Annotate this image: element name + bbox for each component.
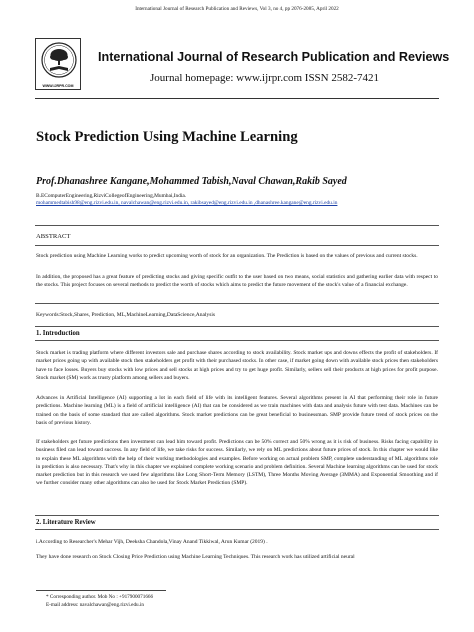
lit-top-rule [35, 515, 439, 516]
abstract-bottom-rule [35, 303, 439, 304]
running-head: International Journal of Research Publication and Reviews, Vol 3, no 4, pp 2076-2085, April 2022 [135, 6, 339, 12]
intro-heading-rule [35, 340, 439, 341]
abstract-heading: ABSTRACT [36, 233, 71, 240]
affiliation: B.EComputerEngineering,RizviCollegeofEngineering,Mumbai,India. [36, 193, 187, 199]
author-emails[interactable]: mohammedtabish98@eng.rizvi.edu.in, navalchawan@eng.rizvi.edu.in, rakibsayed@eng.rizvi.edu.in ,dhanashree.kangane@eng.rizvi.edu.in [36, 200, 338, 206]
keywords-rule [35, 326, 439, 327]
header-divider [35, 98, 439, 99]
footnote-divider [36, 590, 166, 591]
lit-paragraph: i.According to Researcher's Mehar Vijh, Deeksha Chandola,Vinay Anand Tikkiwal, Arun Kumar (2019) . [36, 539, 268, 545]
author-email-footnote: E-mail address: navalchawan@eng.rizvi.edu.in [46, 602, 144, 608]
intro-paragraph: Stock market is trading platform where different investors sale and purchase shares according to stock availability. Stock market ups and downs effects the profit of stakeholders. If market prices going up with available stock then stakeholders get profit with their purchased stocks. In other case, if market going down with available stock prices then stakeholders have to face losses. Buyers buy stocks with low prices and sell stocks at high prices and try to get huge profit. Similarly, sellers sell their products at high prices for profit purpose. Stock market (SM) work as trusty platform among sellers and buyers. [36, 350, 438, 381]
logo-url-text: WWW.IJRPR.COM [42, 84, 74, 88]
tree-book-logo-icon [36, 39, 82, 85]
abstract-paragraph: In addition, the proposed has a great feature of predicting stocks and giving specific outfit to the user based on two means, social statistics and gathering earlier data with respect to the stocks. This project focuses on several methods to predict the worth of stocks which aims to predict the future movement of the stock's value of a financial exchange. [36, 274, 438, 289]
abstract-heading-rule [35, 245, 439, 246]
lit-paragraph: They have done research on Stock Closing Price Prediction using Machine Learning Techniques. This research work has utilized artificial neural [36, 554, 355, 560]
lit-heading-rule [35, 529, 439, 530]
abstract-top-rule [35, 225, 439, 226]
intro-paragraph: Advances in Artificial Intelligence (AI) supporting a lot in each field of life with its intelligent features. Several algorithms present in AI that performing their role in future predictions. Machine learning (ML) is a field of artificial intelligence (AI) that can be considered as we train machines with data and analysis future with test data. Machines can be trained on the basis of some standard that are called algorithms. Stock market predictions can be great beneficial to businessman. SMP provide future trend of stock prices on the basis of previous history. [36, 395, 438, 426]
journal-homepage: Journal homepage: www.ijrpr.com ISSN 2582-7421 [150, 72, 380, 84]
section-heading-introduction: 1. Introduction [36, 330, 80, 337]
abstract-paragraph: Stock prediction using Machine Learning works to predict upcoming worth of stock for an organization. The Prediction is based on the values of previous and current stocks. [36, 253, 418, 259]
keywords: Keywords:Stock,Shares, Prediction, ML,MachineLearning,DataScience,Analysis [36, 312, 216, 318]
corresponding-author: * Corresponding author. Mob No : +917900071666 [46, 594, 154, 600]
journal-title: International Journal of Research Publication and Reviews [98, 50, 450, 64]
journal-logo [35, 38, 81, 90]
intro-paragraph: If stakeholders get future predictions then investment can lead him toward profit. Predictions can be 50% correct and 50% wrong as it is risk of business. Risks facing capability in business filed can lead toward success. In any field of life, we take risks for success. Similarly, we rely on ML predictions about future prices of stock. In this chapter we would like to explain these ML algorithms with the help of their working methodologies and examples. Before working on actual problem SMP, complete understanding of ML algorithms role in prediction is also necessary. That's why in this chapter we explained complete working scenario and problem definition. Several Machine learning algorithms can be used for stock market prediction but in this research we used few algorithms like Long Short-Term Memory (LSTM), Three Months Moving Average (3MMA) and Exponential Smoothing and if we further consider many other algorithms can also be used for Stock Market Prediction (SMP). [36, 439, 438, 487]
author-list: Prof.Dhanashree Kangane,Mohammed Tabish,Naval Chawan,Rakib Sayed [36, 176, 347, 187]
paper-title: Stock Prediction Using Machine Learning [36, 129, 298, 145]
section-heading-literature: 2. Literature Review [36, 519, 96, 526]
